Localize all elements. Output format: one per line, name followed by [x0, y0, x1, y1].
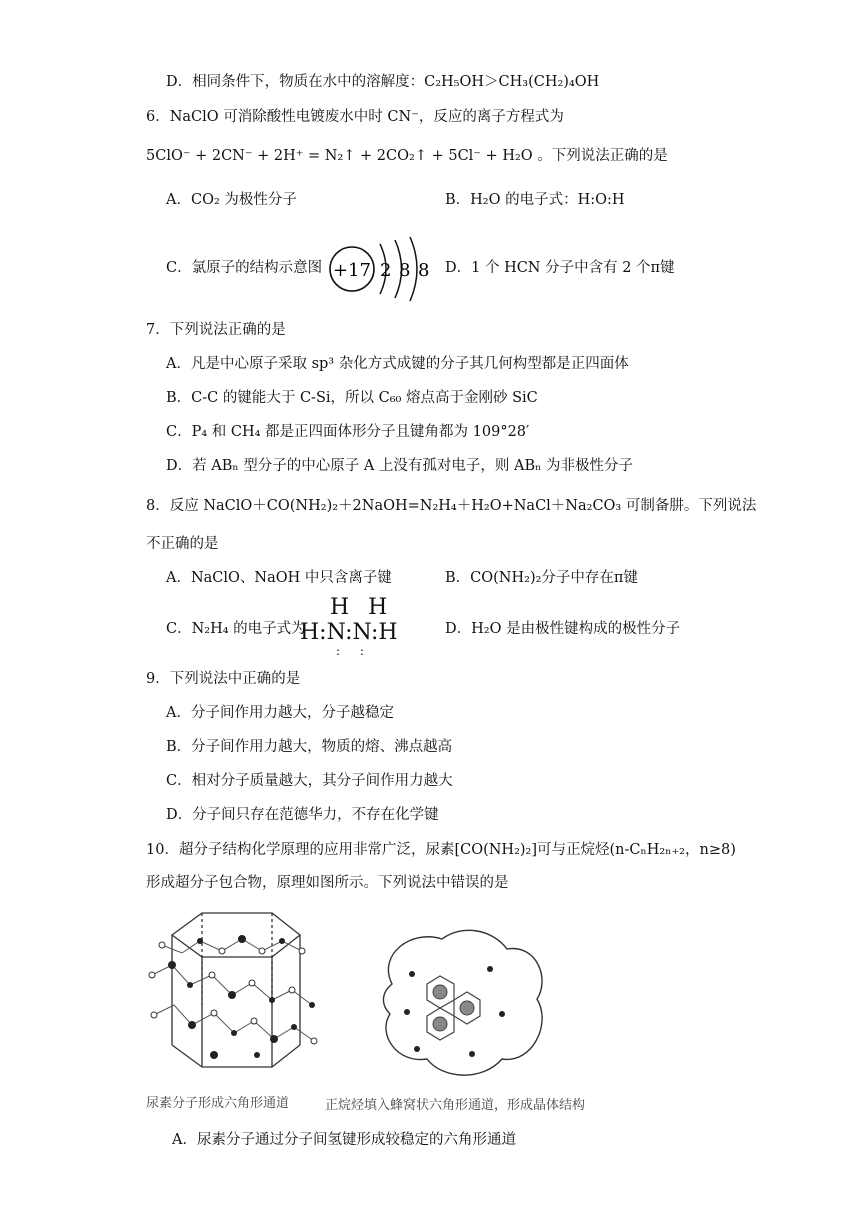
q10-stem-continued: 形成超分子包合物，原理如图所示。下列说法中错误的是 — [146, 875, 509, 891]
q10-stem: 10．超分子结构化学原理的应用非常广泛，尿素[CO(NH₂)₂]可与正烷烃(n-CₙH₂ₙ₊₂，n≥8) — [146, 842, 736, 858]
chlorine-atom-diagram — [328, 232, 438, 304]
q6-option-d: D．1 个 HCN 分子中含有 2 个π键 — [445, 260, 675, 276]
q9-option-d: D．分子间只存在范德华力，不存在化学键 — [166, 807, 439, 823]
q8-option-b: B．CO(NH₂)₂分子中存在π键 — [445, 570, 638, 586]
n2h4-electron-formula — [300, 596, 412, 656]
q6-equation: 5ClO⁻ + 2CN⁻ + 2H⁺ = N₂↑ + 2CO₂↑ + 5Cl⁻ + H₂O 。下列说法正确的是 — [146, 148, 668, 164]
q6-option-c — [166, 258, 322, 278]
n2h4-lone-pair-dots: : : — [336, 644, 372, 658]
q7-stem: 7．下列说法正确的是 — [146, 322, 286, 338]
shell-count-2: 8 — [399, 260, 411, 281]
q6-option-a: A．CO₂ 为极性分子 — [166, 192, 297, 208]
q7-option-d: D．若 ABₙ 型分子的中心原子 A 上没有孤对电子，则 ABₙ 为非极性分子 — [166, 458, 634, 474]
q9-stem: 9．下列说法中正确的是 — [146, 671, 301, 687]
q8-option-c: C．N₂H₄ 的电子式为 — [166, 621, 306, 637]
shell-count-1: 2 — [380, 260, 392, 281]
q6-option-b: B．H₂O 的电子式：H:O:H — [445, 192, 625, 208]
q7-option-b: B．C-C 的键能大于 C-Si，所以 C₆₀ 熔点高于金刚砂 SiC — [166, 390, 538, 406]
nucleus-charge: +17 — [333, 260, 371, 281]
figure-left-caption: 尿素分子形成六角形通道 — [146, 1096, 290, 1111]
q8-option-a: A．NaClO、NaOH 中只含离子键 — [166, 570, 392, 586]
q7-option-c: C．P₄ 和 CH₄ 都是正四面体形分子且键角都为 109°28′ — [166, 424, 530, 440]
q8-option-d: D．H₂O 是由极性键构成的极性分子 — [445, 621, 681, 637]
shell-count-3: 8 — [418, 260, 430, 281]
n2h4-main-line: H:N:N:H — [300, 620, 398, 645]
q8-stem-continued: 不正确的是 — [146, 536, 219, 552]
q8-stem: 8．反应 NaClO＋CO(NH₂)₂＋2NaOH=N₂H₄＋H₂O+NaCl＋Na₂CO₃ 可制备肼。下列说法 — [146, 498, 757, 514]
q6-stem: 6．NaClO 可消除酸性电镀废水中时 CN⁻，反应的离子方程式为 — [146, 109, 564, 125]
q5-option-d: D．相同条件下，物质在水中的溶解度：C₂H₅OH＞CH₃(CH₂)₄OH — [166, 74, 600, 90]
shell-arc-3 — [410, 237, 417, 301]
q7-option-a: A．凡是中心原子采取 sp³ 杂化方式成键的分子其几何构型都是正四面体 — [166, 356, 629, 372]
n2h4-top-hydrogens: H H — [330, 595, 394, 620]
q9-option-c: C．相对分子质量越大，其分子间作用力越大 — [166, 773, 453, 789]
honeycomb-inclusion-figure — [372, 924, 552, 1082]
q9-option-a: A．分子间作用力越大，分子越稳定 — [166, 705, 394, 721]
q6-option-c-label: C．氯原子的结构示意图 — [166, 260, 323, 276]
q10-option-a: A．尿素分子通过分子间氢键形成较稳定的六角形通道 — [172, 1132, 516, 1148]
prism-top-face — [172, 913, 300, 957]
figure-right-caption: 正烷烃填入蜂窝状六角形通道，形成晶体结构 — [325, 1098, 586, 1113]
urea-hexagonal-channel-figure — [142, 905, 322, 1085]
q9-option-b: B．分子间作用力越大，物质的熔、沸点越高 — [166, 739, 453, 755]
